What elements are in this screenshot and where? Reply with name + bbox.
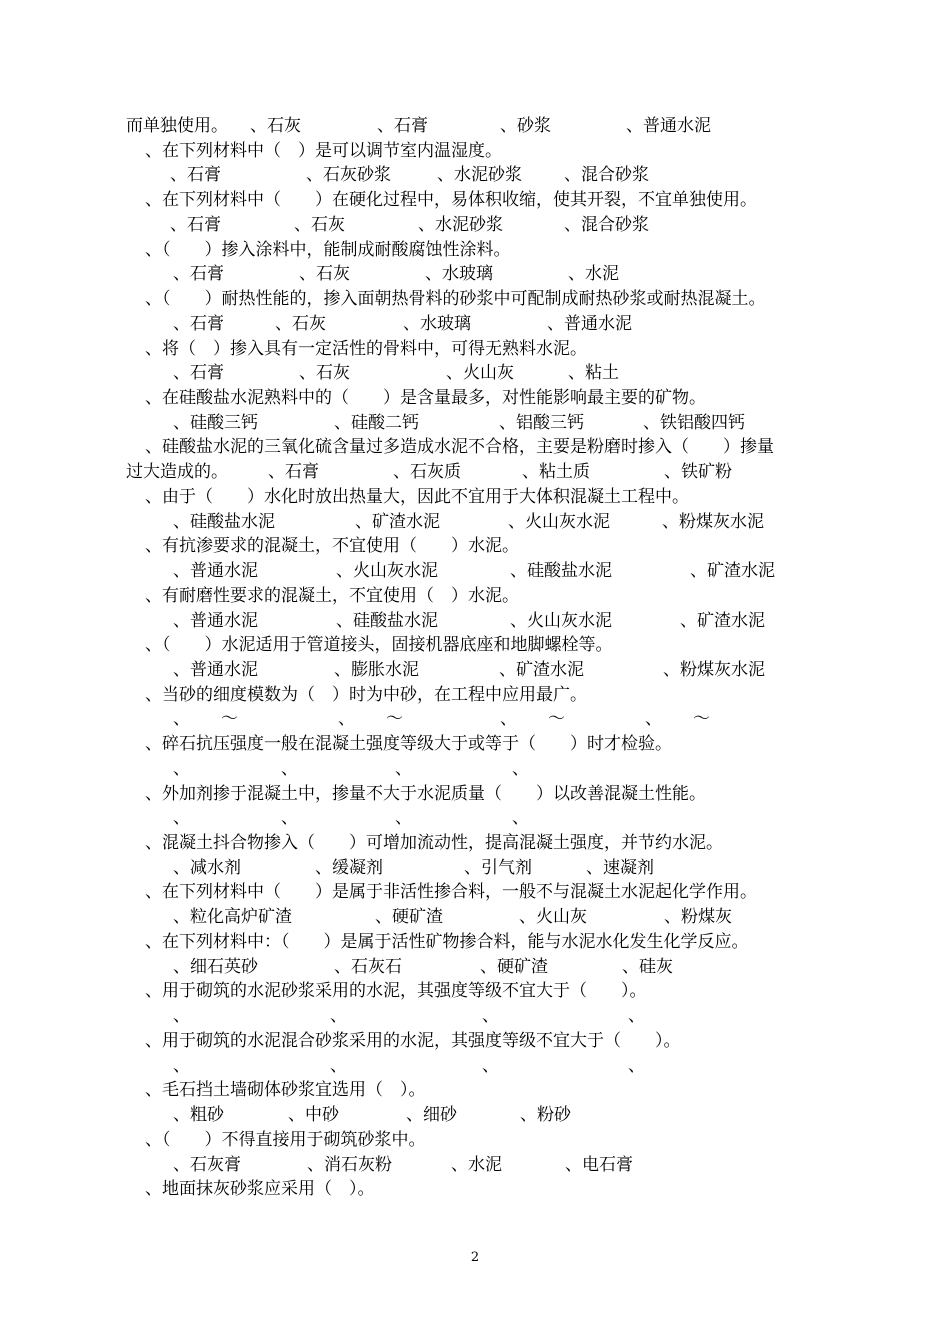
option-text: 、火山灰 [519, 907, 587, 927]
option-text: 、石膏 [173, 314, 224, 334]
option-text: 、石灰 [299, 264, 350, 284]
option-text: 、消石灰粉 [307, 1155, 392, 1175]
question-text: 、（ ）不得直接用于砌筑砂浆中。 [145, 1130, 426, 1150]
option-text: 、膨胀水泥 [334, 660, 419, 680]
question-text: 、在下列材料中（ ）是可以调节室内温湿度。 [145, 141, 502, 161]
option-text: 、火山灰水泥 [508, 512, 610, 532]
question-text: 、用于砌筑的水泥混合砂浆采用的水泥，其强度等级不宜大于（ ）。 [145, 1031, 681, 1051]
option-text: 、水泥 [568, 264, 619, 284]
option-text: 、细砂 [406, 1105, 457, 1125]
question-text: 、用于砌筑的水泥砂浆采用的水泥，其强度等级不宜大于（ ）。 [145, 981, 647, 1001]
option-text: 、 [512, 808, 529, 828]
option-text: ～ [548, 709, 565, 729]
option-text: 、电石膏 [565, 1155, 633, 1175]
option-text: 、混合砂浆 [564, 215, 649, 235]
option-text: 、石灰 [299, 363, 350, 383]
option-text: 、 [173, 1006, 190, 1026]
question-text: 、地面抹灰砂浆应采用（ ）。 [145, 1179, 375, 1199]
option-text: 、 [173, 759, 190, 779]
option-text: 、粉煤灰 [664, 907, 732, 927]
question-text: 、当砂的细度模数为（ ）时为中砂，在工程中应用最广。 [145, 685, 587, 705]
option-text: 、水泥砂浆 [418, 215, 503, 235]
question-text: 、外加剂掺于混凝土中，掺量不大于水泥质量（ ）以改善混凝土性能。 [145, 784, 706, 804]
option-text: 、粒化高炉矿渣 [173, 907, 292, 927]
option-text: 、普通水泥 [173, 660, 258, 680]
option-text: 、石灰膏 [173, 1155, 241, 1175]
question-text: 、有耐磨性要求的混凝土，不宜使用（ ）水泥。 [145, 586, 519, 606]
option-text: 、 [173, 808, 190, 828]
option-text: 、石灰 [250, 116, 301, 136]
option-text: 、石膏 [170, 165, 221, 185]
option-text: 、 [281, 759, 298, 779]
question-text: 、有抗渗要求的混凝土，不宜使用（ ）水泥。 [145, 536, 519, 556]
option-text: 、 [173, 1056, 190, 1076]
option-text: 、 [512, 759, 529, 779]
question-text: 、在下列材料中（ ）是属于非活性掺合料，一般不与混凝土水泥起化学作用。 [145, 882, 757, 902]
option-text: 、 [395, 759, 412, 779]
question-text: 、由于（ ）水化时放出热量大，因此不宜用于大体积混凝土工程中。 [145, 487, 689, 507]
option-text: 、矿渣水泥 [499, 660, 584, 680]
option-text: 、砂浆 [500, 116, 551, 136]
option-text: 、硅酸二钙 [334, 413, 419, 433]
option-text: 、 [628, 1056, 645, 1076]
option-text: 、普通水泥 [547, 314, 632, 334]
option-text: ～ [386, 709, 403, 729]
option-text: 、石膏 [170, 215, 221, 235]
question-text: 、毛石挡土墙砌体砂浆宜选用（ ）。 [145, 1080, 426, 1100]
option-text: 、水泥砂浆 [437, 165, 522, 185]
option-text: 、缓凝剂 [315, 858, 383, 878]
option-text: 、速凝剂 [586, 858, 654, 878]
option-text: 、 [338, 709, 355, 729]
option-text: 、 [330, 1006, 347, 1026]
option-text: 、硅酸盐水泥 [336, 611, 438, 631]
option-text: 、 [628, 1006, 645, 1026]
option-text: 、 [482, 1056, 499, 1076]
question-text: 、（ ）耐热性能的，掺入面朝热骨料的砂浆中可配制成耐热砂浆或耐热混凝土。 [145, 289, 766, 309]
option-text: 、铁矿粉 [664, 462, 732, 482]
option-text: 、硅酸盐水泥 [510, 561, 612, 581]
question-text: 、混凝土抖合物掺入（ ）可增加流动性，提高混凝土强度，并节约水泥。 [145, 833, 723, 853]
option-text: 、石灰砂浆 [306, 165, 391, 185]
option-text: 、普通水泥 [173, 561, 258, 581]
option-text: 、粉煤灰水泥 [663, 660, 765, 680]
option-text: 、 [330, 1056, 347, 1076]
option-text: 、粗砂 [173, 1105, 224, 1125]
option-text: 、粉煤灰水泥 [662, 512, 764, 532]
option-text: 、 [173, 709, 190, 729]
option-text: 、中砂 [288, 1105, 339, 1125]
option-text: 、石膏 [377, 116, 428, 136]
option-text: 、普通水泥 [173, 611, 258, 631]
option-text: 、水玻璃 [425, 264, 493, 284]
option-text: 、引气剂 [464, 858, 532, 878]
option-text: 、火山灰水泥 [336, 561, 438, 581]
option-text: 、矿渣水泥 [690, 561, 775, 581]
option-text: 、硅酸盐水泥 [173, 512, 275, 532]
question-text: 、硅酸盐水泥的三氧化硫含量过多造成水泥不合格，主要是粉磨时掺入（ ）掺量 [145, 437, 774, 457]
option-text: 、石灰 [275, 314, 326, 334]
option-text: 、硬矿渣 [480, 957, 548, 977]
option-text: 、硅灰 [622, 957, 673, 977]
option-text: 、铝酸三钙 [499, 413, 584, 433]
option-text: ～ [693, 709, 710, 729]
option-text: 、 [281, 808, 298, 828]
option-text: 、石膏 [173, 264, 224, 284]
option-text: 、火山灰水泥 [510, 611, 612, 631]
option-text: 过大造成的。 [126, 462, 228, 482]
option-text: 、石膏 [173, 363, 224, 383]
option-text: 、普通水泥 [626, 116, 711, 136]
option-text: 、矿渣水泥 [355, 512, 440, 532]
option-text: 、水玻璃 [403, 314, 471, 334]
option-text: 、矿渣水泥 [680, 611, 765, 631]
option-text: 、粘土 [568, 363, 619, 383]
option-text: 、粉砂 [520, 1105, 571, 1125]
option-text: 、铁铝酸四钙 [643, 413, 745, 433]
option-text: 、硅酸三钙 [173, 413, 258, 433]
option-text: 、石灰石 [334, 957, 402, 977]
option-text: 、 [395, 808, 412, 828]
option-text: 、石膏 [268, 462, 319, 482]
question-text: 、将（ ）掺入具有一定活性的骨料中，可得无熟料水泥。 [145, 339, 587, 359]
option-text: 、石灰质 [393, 462, 461, 482]
option-text: 、硬矿渣 [375, 907, 443, 927]
option-text: 、石灰 [294, 215, 345, 235]
question-text: 、在下列材料中：（ ）是属于活性矿物掺合料，能与水泥水化发生化学反应。 [145, 932, 749, 952]
option-text: 、粘土质 [522, 462, 590, 482]
question-text: 、（ ）掺入涂料中，能制成耐酸腐蚀性涂料。 [145, 240, 511, 260]
question-text: 、（ ）水泥适用于管道接头，固接机器底座和地脚螺栓等。 [145, 635, 613, 655]
option-text: 、细石英砂 [173, 957, 258, 977]
page-number: 2 [470, 1250, 480, 1265]
option-text: 、 [500, 709, 517, 729]
option-text: 而单独使用。 [126, 116, 228, 136]
option-text: 、混合砂浆 [564, 165, 649, 185]
option-text: 、火山灰 [446, 363, 514, 383]
option-text: ～ [221, 709, 238, 729]
question-text: 、在下列材料中（ ）在硬化过程中，易体积收缩，使其开裂，不宜单独使用。 [145, 190, 757, 210]
option-text: 、水泥 [451, 1155, 502, 1175]
question-text: 、碎石抗压强度一般在混凝土强度等级大于或等于（ ）时才检验。 [145, 734, 672, 754]
question-text: 、在硅酸盐水泥熟料中的（ ）是含量最多，对性能影响最主要的矿物。 [145, 388, 706, 408]
option-text: 、 [645, 709, 662, 729]
option-text: 、减水剂 [173, 858, 241, 878]
option-text: 、 [482, 1006, 499, 1026]
